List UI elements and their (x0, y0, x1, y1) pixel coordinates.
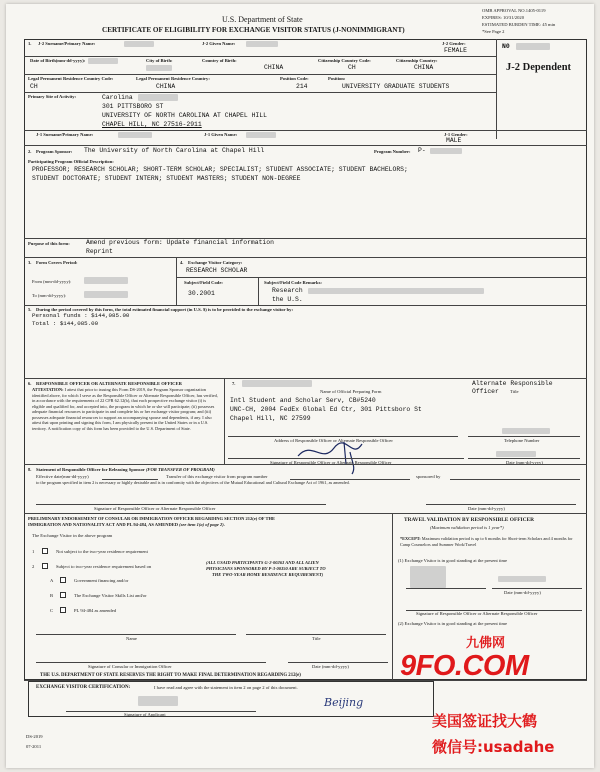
subject-code: 30.2001 (188, 290, 215, 297)
j2-gender-label: J-2 Gender: (442, 41, 466, 46)
position-label: Position: (328, 76, 346, 81)
transfer-label: Statement of Responsible Officer for Releasing Sponsor (FOR TRANSFER OF PROGRAM) (36, 467, 215, 472)
officer-date-label: Date (mm-dd-yyyy) (312, 664, 349, 669)
expires: EXPIRES: 10/31/2020 (482, 15, 524, 20)
j2-surname-redacted (124, 41, 154, 47)
ro-address-line-3: Chapel Hill, NC 27599 (230, 415, 311, 422)
purpose-line-1: Amend previous form: Update financial information (86, 239, 274, 246)
travel-subheading: (Maximum validation period is 1 year*) (430, 525, 504, 530)
officer-name-label: Name (126, 636, 137, 641)
remarks-label: Subject/Field Code Remarks: (264, 280, 322, 285)
j1-given-redacted (246, 132, 276, 138)
transfer-date-label: Date (mm-dd-yyyy) (468, 506, 505, 511)
usaid-note-2: PHYSICIANS SPONSORED BY P-3-00350 ARE SUBJECT TO (206, 566, 326, 571)
skills-list-checkbox[interactable] (60, 592, 66, 598)
program-number-redacted (430, 148, 462, 154)
site-line-2: 301 PITTSBORO ST (102, 103, 164, 110)
usaid-note-1: (ALL USAID PARTICIPANTS G-2-00263 AND ALL ALIEN (206, 560, 319, 565)
covers-period-label: Form Covers Period: (36, 260, 78, 265)
ro-address-label: Address of Responsible Officer or Alternate Responsible Officer (274, 438, 393, 443)
cob-label: City of Birth: (146, 58, 173, 63)
burden-time: ESTIMATED BURDEN TIME: 45 min (482, 22, 556, 27)
applicant-signature-redacted (138, 696, 178, 706)
dob-label: Date of Birth(mm-dd-yyyy): (30, 58, 86, 63)
cob-redacted (146, 65, 172, 71)
applicant-place: Beijing (324, 696, 364, 709)
j1-gender: MALE (446, 137, 462, 144)
program-number-prefix: P- (418, 147, 426, 154)
citizenship-label: Citizenship Country: (396, 58, 438, 63)
position: UNIVERSITY GRADUATE STUDENTS (342, 83, 450, 90)
prelim-heading-2: IMMIGRATION AND NATIONALITY ACT AND PL 94-484, AS AMENDED (see item 1(a) of page 2). (28, 522, 225, 527)
personal-funds: Personal funds : $144,085.00 (32, 312, 130, 319)
country-birth-label: Country of Birth: (202, 58, 237, 63)
subject-checkbox[interactable] (42, 563, 48, 569)
from-date-redacted (84, 277, 128, 284)
see-page: *See Page 2 (482, 29, 505, 34)
site-line-1-redacted (138, 94, 178, 101)
program-desc-line-1: PROFESSOR; RESEARCH SCHOLAR; SHORT-TERM SCHOLAR; SPECIALIST; STUDENT ASSOCIATE; STUDENT BACHELORS; (32, 166, 408, 173)
transfer-from-program: Transfer of this exchange visitor from program number (166, 474, 268, 479)
total-funds: Total : $144,085.00 (32, 320, 99, 327)
transfer-signature-label: Signature of Responsible Officer or Alternate Responsible Officer (94, 506, 216, 511)
travel-date-1-redacted (498, 576, 546, 582)
purpose-line-2: Reprint (86, 248, 113, 255)
officer-title-label: Title (312, 636, 321, 641)
j2-gender: FEMALE (444, 47, 468, 54)
not-subject-label: Not subject to the two-year residence requirement (56, 549, 148, 554)
prelim-heading-1: PRELIMINARY ENDORSEMENT OF CONSULAR OR IMMIGRATION OFFICER REGARDING SECTION 212(e) OF THE (28, 516, 275, 521)
remarks-line-2: the U.S. (272, 296, 303, 303)
j2-given-redacted (246, 41, 278, 47)
ds2019-form-page: OMB APPROVAL NO.1405-0119 EXPIRES: 10/31/2020 ESTIMATED BURDEN TIME: 45 min *See Page 2 U.S. Department of State CERTIFICATE OF ELIGIBILITY FOR EXCHANGE VISITOR STATUS (J-NONIMMIGRANT) N0 J-2 Dependent 1. J-2 Surname/Primary Name: J-2 Given Name: J-2 Gender: FEMALE Date of Birth(mm-dd-yyyy): City of Birth: Country of Birth: CHINA Citizenship Country Code: CH Citizenship Country: CHINA Legal Permanent Residence Country Code: CH Legal Permanent Residence Country: CHINA Position Code: 214 Position: UNIVERSITY GRADUATE STUDENTS Primary Site of Activity: Carolina 301 PITTSBORO ST UNIVERSITY OF NORTH CAROLINA AT CHAPEL HILL CHAPEL HILL, NC 27516-2911 J-1 Surname/Primary Name: J-1 Given Name: J-1 Gender: MALE 2. Program Sponsor: The University of North Carolina at Chapel Hill Program Number: P- Participating Program Official Description: PROFESSOR; RESEARCH SCHOLAR; SHORT-TERM SCHOLAR; SPECIALIST; STUDENT ASSOCIATE; STUDENT BACHELORS; STUDENT DOCTORATE; STUDENT INTERN; STUDENT MASTERS; STUDENT NON-DEGREE Purpose of this form: Amend previous form: Update financial information Reprint 3. Form Covers Period: From (mm-dd-yyyy): To (mm-dd-yyyy): 4. Exchange Visitor Category: RESEARCH SCHOLAR Subject/Field Code: 30.2001 Subject/Field Code Remarks: Research the U.S. 5. During the period covered by this form, the total estimated financial support (in U.S. $) is to be provided to the exchange visitor by: Personal funds : $144,085.00 Total : $144,085.00 6. RESPONSIBLE OFFICER OR ALTERNATE RESPONSIBLE OFFICER ATTESTATION: I attest that prior to issuing this Form DS-2019, the Program Sponsor organization identified above, for which I serve as the Responsible Officer or Alternate Responsible Officer, has verified, in accordance with the requirements of 22 CFR 62.12(b), that each prospective exchange visitor (i) is eligible and qualified for, and accepted into, the program in which he or she will participate; (ii) possesses adequate financial resources to participate in and complete his or her exchange visitor program; and (iii) possesses adequate financial resources to support an accompanying spouse and dependents, if any. I also attest that upon printing and signing this form, I am physically present in the United States or in a U.S. territory. A notification copy of this form has been provided to the U.S. Department of State. 7. Name of Official Preparing Form Alternate Responsible Officer Title Intl Student and Scholar Serv, CB#5240 UNC-CH, 2004 FedEx Global Ed Ctr, 301 Pittsboro St Chapel Hill, NC 27599 Address of Responsible Officer or Alternate Responsible Officer Telephone Number Signature of Responsible Officer or Alternate Responsible Officer Date (mm-dd-yyyy) 8. Statement of Responsible Officer for Releasing Sponsor (FOR TRANSFER OF PROGRAM) Effective date(mm-dd-yyyy) Transfer of this exchange visitor from program number sponsored by to the program specified in item 2 is necessary or highly desirable and is in conformity with the objectives of the Mutual Educational and Cultural Exchange Act of 1961, as amended. Signature of Responsible Officer or Alternate Responsible Officer Date (mm-dd-yyyy) PRELIMINARY ENDORSEMENT OF CONSULAR OR IMMIGRATION OFFICER REGARDING SECTION 212(e) OF THE IMMIGRATION AND NATIONALITY ACT AND PL 94-484, AS AMENDED (see item 1(a) of page 2). The Exchange Visitor in the above program 1 Not subject to the two-year residence requirement 2 Subject to two-year residence requirement based on A Government financing and/or B The Exchange Visitor Skills List and/or C PL 94-484 as amended (ALL USAID PARTICIPANTS G-2-00263 AND ALL ALIEN PHYSICIANS SPONSORED BY P-3-00350 ARE SUBJECT TO THE TWO-YEAR HOME RESIDENCE REQUIREMENT) Name Title Signature of Consular or Immigration Officer Date (mm-dd-yyyy) THE U.S. DEPARTMENT OF STATE RESERVES THE RIGHT TO MAKE FINAL DETERMINATION REGARDING 212(e) TRAVEL VALIDATION BY RESPONSIBLE OFFICER (Maximum validation period is 1 year*) *EXCEPT: Maximum validation period is up to 6 months for Short-term Scholars and 4 months for Camp Counselors and Summer Work/Travel (1) Exchange Visitor is in good standing at the present time Date (mm-dd-yyyy) Signature of Responsible Officer or Alternate Responsible Officer (2) Exchange Visitor is in good standing at the present time EXCHANGE VISITOR CERTIFICATION: I have read and agree with the statement in item 2 on page 2 of this document. Beijing Signature of Applicant DS-2019 07-2011 (6, 4, 594, 768)
ro-address-line-2: UNC-CH, 2004 FedEx Global Ed Ctr, 301 Pittsboro St (230, 406, 422, 413)
lpr: CHINA (156, 83, 176, 90)
transfer-effective: Effective date(mm-dd-yyyy) (36, 474, 89, 479)
primary-site-label: Primary Site of Activity: (28, 94, 77, 99)
ro-address-line-1: Intl Student and Scholar Serv, CB#5240 (230, 397, 376, 404)
purpose-label: Purpose of this form: (28, 241, 70, 246)
usaid-note-3: THE TWO-YEAR HOME RESIDENCE REQUIREMENT) (212, 572, 324, 577)
j2-surname-label: J-2 Surname/Primary Name: (38, 41, 96, 46)
participating-label: Participating Program Official Description: (28, 159, 114, 164)
attestation-text: ATTESTATION: I attest that prior to issuing this Form DS-2019, the Program Sponsor organization identified above, for which I serve as the Responsible Officer or Alternate Responsible Officer, has verified, in accordance with the requirements of 22 CFR 62.12(b), that each prospective exchange visitor (i) is eligible and qualified for, and accepted into, the program in which he or she will participate; (ii) possesses adequate financial resources to participate in and complete his or her exchange visitor program; and (iii) possesses adequate financial resources to support an accompanying spouse and dependents, if any. I also attest that upon printing and signing this form, I am physically present in the United States or in a U.S. territory. A notification copy of this form has been provided to the U.S. Department of State. (32, 387, 218, 431)
watermark-site-cn: 九佛网 (466, 636, 506, 651)
remarks-redacted (308, 288, 484, 294)
officer-signature-label: Signature of Consular or Immigration Officer (88, 664, 172, 669)
remarks-line-1: Research (272, 287, 303, 294)
not-subject-checkbox[interactable] (42, 548, 48, 554)
applicant-signature-label: Signature of Applicant (124, 712, 166, 717)
j1-surname-redacted (118, 132, 152, 138)
ro-heading: RESPONSIBLE OFFICER OR ALTERNATE RESPONSIBLE OFFICER (36, 381, 182, 386)
site-line-3: UNIVERSITY OF NORTH CAROLINA AT CHAPEL HILL (102, 112, 267, 119)
dob-redacted (88, 58, 118, 64)
citizenship: CHINA (414, 64, 434, 71)
lpr-code: CH (30, 83, 38, 90)
phone-label: Telephone Number (504, 438, 540, 443)
sponsor-label: Program Sponsor: (36, 149, 73, 154)
citizenship-code: CH (348, 64, 356, 71)
form-frame (24, 39, 587, 680)
watermark-line-1: 美国签证找大鹤 (432, 712, 538, 730)
j1-gender-label: J-1 Gender: (444, 132, 468, 137)
travel-item-1: (1) Exchange Visitor is in good standing at the present time (398, 558, 508, 563)
travel-except: *EXCEPT: Maximum validation period is up to 6 months for Short-term Scholars and 4 months for Camp Counselors and Summer Work/Travel (400, 536, 573, 547)
ev-cert-heading: EXCHANGE VISITOR CERTIFICATION: (36, 685, 131, 690)
ro-signature-label: Signature of Responsible Officer or Alternate Responsible Officer (270, 460, 392, 465)
omb-approval: OMB APPROVAL NO.1405-0119 (482, 8, 546, 13)
title-label: Title (510, 389, 519, 394)
position-code-label: Position Code: (280, 76, 309, 81)
financial-label: During the period covered by this form, the total estimated financial support (in U.S. $) is to be provided to the exchange visitor by: (36, 307, 293, 312)
transfer-statement: to the program specified in item 2 is necessary or highly desirable and is in conformity with the objectives of the Mutual Educational and Cultural Exchange Act of 1961, as amended. (36, 480, 350, 485)
travel-sig-1-redacted (410, 566, 446, 588)
travel-heading: TRAVEL VALIDATION BY RESPONSIBLE OFFICER (404, 517, 535, 523)
travel-date-label: Date (mm-dd-yyyy) (504, 590, 541, 595)
subject-code-label: Subject/Field Code: (184, 280, 223, 285)
citizenship-code-label: Citizenship Country Code: (318, 58, 371, 63)
gov-financing-label: Government financing and/or (74, 578, 129, 583)
skills-list-label: The Exchange Visitor Skills List and/or (74, 593, 147, 598)
prelim-intro: The Exchange Visitor in the above program (32, 533, 113, 538)
position-code: 214 (296, 83, 308, 90)
reserves-right: THE U.S. DEPARTMENT OF STATE RESERVES THE RIGHT TO MAKE FINAL DETERMINATION REGARDING 212(e) (40, 673, 301, 678)
sponsor: The University of North Carolina at Chapel Hill (84, 147, 265, 154)
official-role: Alternate Responsible Officer (472, 380, 553, 395)
ev-category-label: Exchange Visitor Category: (188, 260, 243, 265)
dept-name: U.S. Department of State (222, 15, 303, 24)
subject-label: Subject to two-year residence requirement based on (56, 564, 152, 569)
country-birth: CHINA (264, 64, 284, 71)
program-number-label: Program Number: (374, 149, 411, 154)
ro-signature (292, 434, 412, 476)
site-line-1: Carolina (102, 94, 133, 101)
pl94-label: PL 94-484 as amended (74, 608, 117, 613)
j2-given-label: J-2 Given Name: (202, 41, 236, 46)
official-name-label: Name of Official Preparing Form (320, 389, 382, 394)
program-desc-line-2: STUDENT DOCTORATE; STUDENT INTERN; STUDENT MASTERS; STUDENT NON-DEGREE (32, 175, 301, 182)
transfer-sponsored-by: sponsored by (416, 474, 441, 479)
j1-surname-label: J-1 Surname/Primary Name: (36, 132, 94, 137)
sevis-id-redacted (516, 43, 550, 50)
to-label: To (mm-dd-yyyy): (32, 293, 67, 298)
to-date-redacted (84, 291, 128, 298)
gov-financing-checkbox[interactable] (60, 577, 66, 583)
official-name-redacted (242, 380, 312, 387)
ev-category: RESEARCH SCHOLAR (186, 267, 248, 274)
visitor-category: J-2 Dependent (506, 62, 572, 73)
j1-given-label: J-1 Given Name: (204, 132, 238, 137)
pl94-checkbox[interactable] (60, 607, 66, 613)
watermark-logo: 9FO.COM (400, 650, 529, 682)
phone-redacted (502, 428, 550, 434)
form-date: 07-2011 (26, 744, 42, 749)
travel-signature-label: Signature of Responsible Officer or Alternate Responsible Officer (416, 611, 538, 616)
ro-date-redacted (496, 451, 536, 457)
ro-date-label: Date (mm-dd-yyyy) (506, 460, 543, 465)
travel-item-2: (2) Exchange Visitor is in good standing at the present time (398, 621, 508, 626)
lpr-code-label: Legal Permanent Residence Country Code: (28, 76, 114, 81)
watermark-line-2: 微信号:usadahe (432, 738, 555, 756)
sevis-id-prefix: N0 (502, 43, 510, 50)
form-title: CERTIFICATE OF ELIGIBILITY FOR EXCHANGE VISITOR STATUS (J-NONIMMIGRANT) (102, 26, 405, 34)
from-label: From (mm-dd-yyyy): (32, 279, 72, 284)
form-id: DS-2019 (26, 734, 43, 739)
ev-cert-text: I have read and agree with the statement in item 2 on page 2 of this document. (154, 685, 298, 690)
lpr-label: Legal Permanent Residence Country: (136, 76, 210, 81)
site-line-4: CHAPEL HILL, NC 27516-2911 (102, 121, 202, 128)
